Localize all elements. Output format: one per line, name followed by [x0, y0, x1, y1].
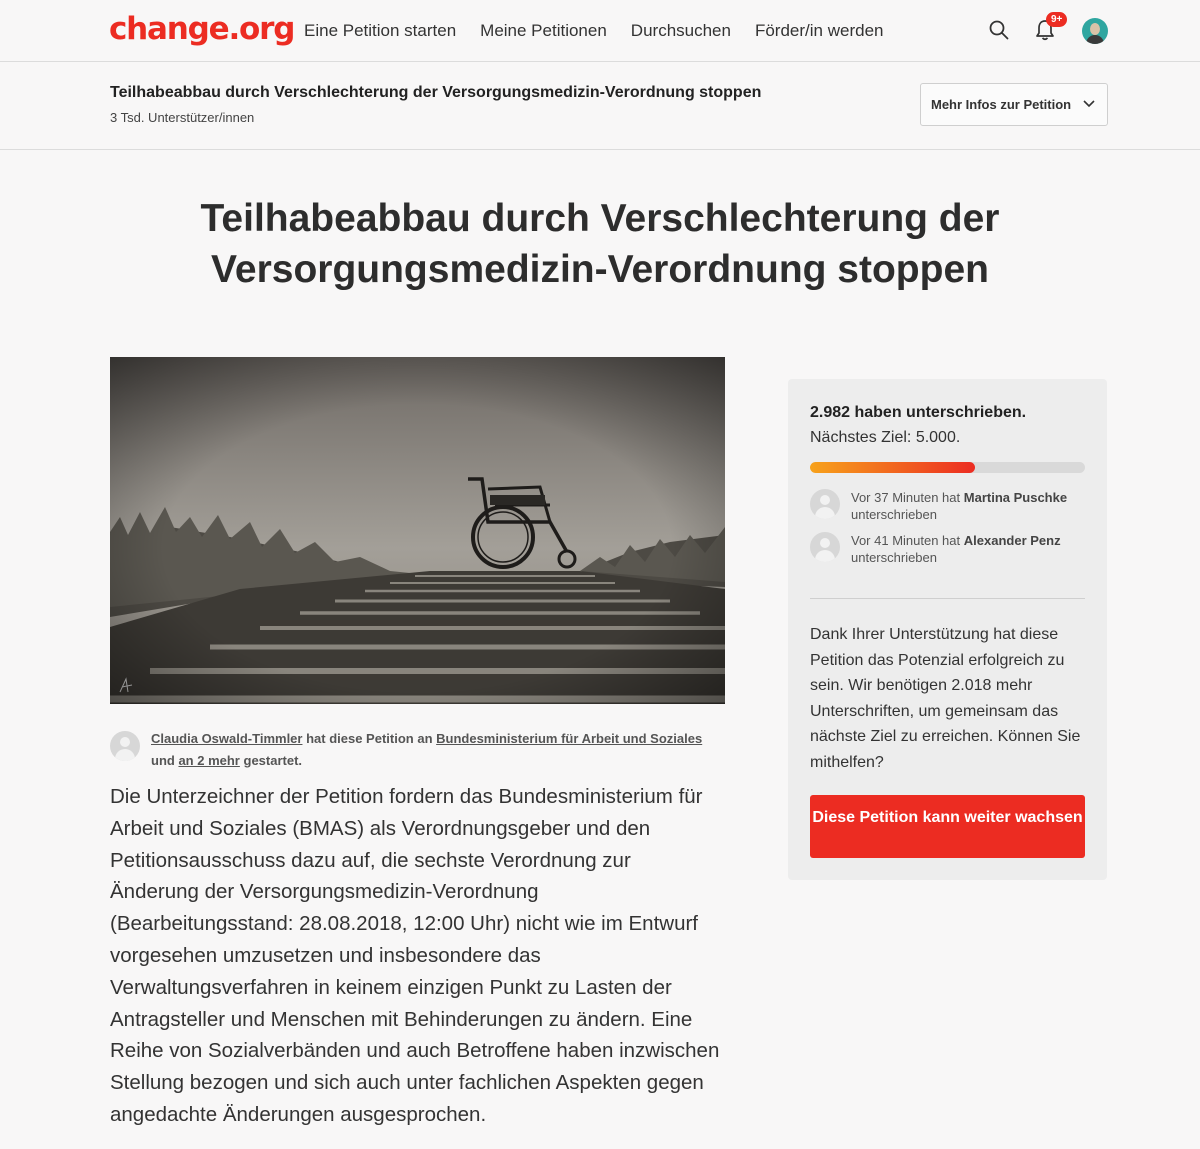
signer-avatar	[810, 489, 840, 519]
recent-signer	[810, 532, 1083, 566]
recent-signer-text	[851, 532, 1083, 566]
signature-count: 2.982 haben unterschrieben.	[810, 404, 1027, 421]
petition-description: Die Unterzeichner der Petition fordern das Bundesministerium für Arbeit und Soziales (BMAS) als Verordnungsgeber und den Petitionsausschuss dazu auf, die sechste Verordnung zur Änderung der Versorgungsmedizin-Verordnung (Bearbeitungsstand: 28.08.2018, 12:00 Uhr) nicht wie im Entwurf vorgesehen umzusetzen und insbesondere das Verwaltungsverfahren in keinem einzigen Punkt zu Lasten der Antragsteller und Menschen mit Behinderungen zu ändern. Eine Reihe von Sozialverbänden und auch Betroffene haben inzwischen Stellung bezogen und sich auch unter fachlichen Aspekten gegen angedachte Änderungen ausgesprochen.	[110, 785, 720, 1126]
search-icon[interactable]	[989, 20, 1009, 40]
recent-signer	[810, 489, 1083, 523]
starter-avatar[interactable]	[110, 731, 140, 761]
notification-badge: 9+	[1046, 12, 1067, 27]
subbar-petition-title: Teilhabeabbau durch Verschlechterung der Versorgungsmedizin-Verordnung stoppen	[110, 84, 762, 101]
next-goal: Nächstes Ziel: 5.000.	[810, 429, 961, 446]
nav-link-start-petition[interactable]: Eine Petition starten	[304, 21, 457, 40]
change-org-logo[interactable]: change.org	[109, 11, 295, 47]
petition-image-wheelchair-stairs	[110, 357, 725, 704]
signature-card	[788, 379, 1107, 880]
recent-signer-text	[851, 489, 1083, 523]
recent-signer-time: Vor 41 Minuten hat	[851, 533, 961, 548]
petition-title	[150, 193, 1050, 295]
nav-link-my-petitions[interactable]: Meine Petitionen	[480, 21, 607, 40]
user-avatar[interactable]	[1082, 18, 1108, 44]
more-decision-makers-link[interactable]: an 2 mehr	[178, 753, 240, 768]
recent-signer-action: unterschrieben	[851, 507, 937, 522]
progress-fill	[810, 462, 975, 473]
support-message: Dank Ihrer Unterstützung hat diese Petition das Potenzial erfolgreich zu sein. Wir benötigen 2.018 mehr Unterschriften, um gemeinsam das nächste Ziel zu erreichen. Können Sie mithelfen?	[810, 626, 1081, 771]
recent-signer-action: unterschrieben	[851, 550, 937, 565]
starter-name-link[interactable]: Claudia Oswald-Timmler	[151, 731, 303, 746]
nav-links	[304, 21, 883, 41]
nav-link-become-member[interactable]: Förder/in werden	[754, 21, 884, 40]
grow-petition-button[interactable]: Diese Petition kann weiter wachsen	[810, 795, 1085, 858]
recent-signer-name: Martina Puschke	[963, 490, 1068, 505]
supporter-count: 3 Tsd. Unterstützer/innen	[110, 110, 255, 125]
recent-signer-name: Alexander Penz	[963, 533, 1061, 548]
top-navigation	[0, 0, 1200, 62]
signer-avatar	[810, 532, 840, 562]
divider	[810, 598, 1085, 599]
starter-text-end: gestartet.	[243, 753, 303, 768]
decision-maker-link[interactable]: Bundesministerium für Arbeit und Soziales	[436, 731, 703, 746]
petition-title-line-1: Teilhabeabbau durch Verschlechterung der	[200, 197, 1000, 240]
starter-text-and: und	[151, 753, 175, 768]
starter-text-mid: hat diese Petition an	[306, 731, 433, 746]
petition-title-line-2: Versorgungsmedizin-Verordnung stoppen	[211, 248, 989, 291]
petition-sticky-bar	[0, 62, 1200, 150]
nav-link-browse[interactable]: Durchsuchen	[630, 21, 731, 40]
recent-signer-time: Vor 37 Minuten hat	[851, 490, 961, 505]
more-info-label: Mehr Infos zur Petition	[931, 97, 1072, 112]
chevron-down-icon	[1083, 100, 1095, 108]
petition-starter-line	[151, 728, 731, 772]
signature-progress-bar	[810, 462, 1085, 473]
more-info-button[interactable]	[920, 83, 1108, 126]
